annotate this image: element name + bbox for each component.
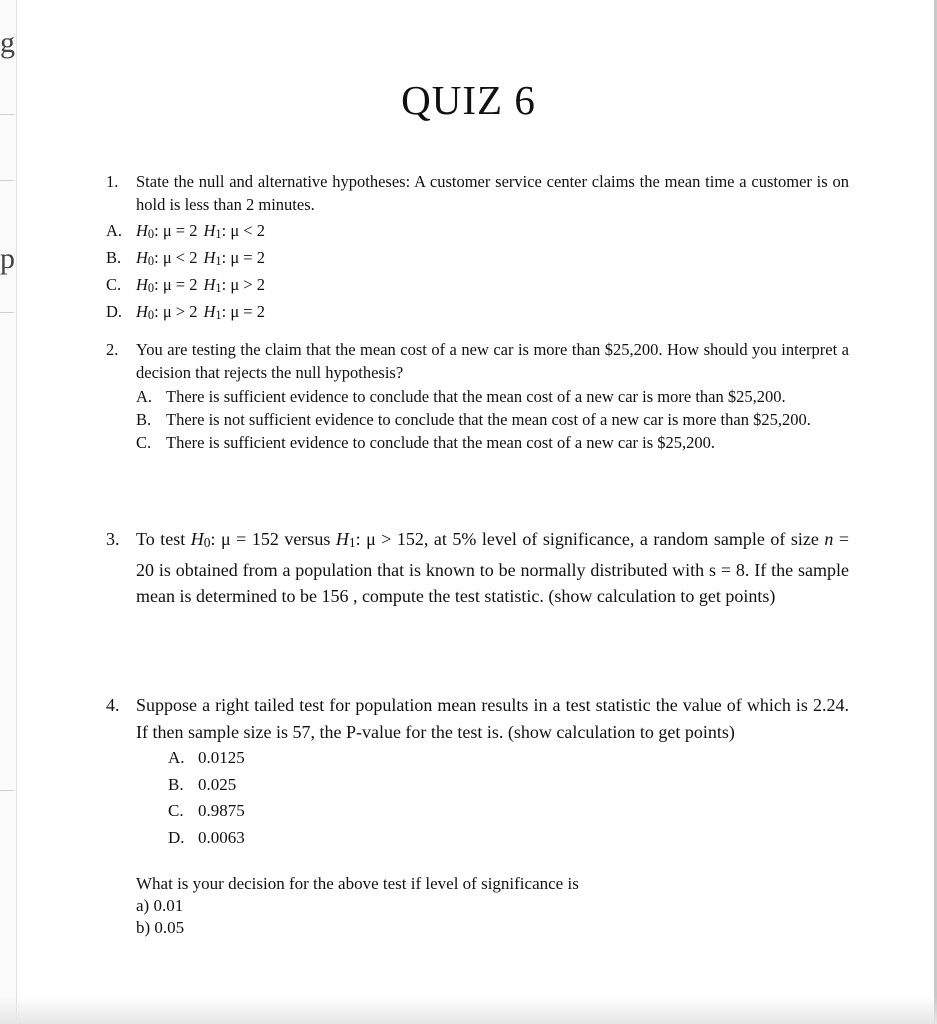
- option-text: 0.0125: [198, 748, 245, 767]
- option-letter: C.: [168, 801, 184, 820]
- question-number: 4.: [106, 695, 120, 715]
- option-h0: μ < 2: [162, 247, 198, 267]
- option-a[interactable]: [168, 745, 849, 772]
- option-a[interactable]: [136, 385, 849, 408]
- option-h0: μ > 2: [162, 301, 198, 321]
- option-h1: μ = 2: [230, 247, 265, 267]
- question-2: [106, 338, 849, 454]
- option-h1: μ < 2: [230, 221, 265, 240]
- option-letter: A.: [106, 221, 123, 240]
- option-text: There is sufficient evidence to conclude that the mean cost of a new car is $25,200.: [166, 433, 716, 452]
- question-3: [106, 526, 849, 610]
- option-text: There is sufficient evidence to conclude that the mean cost of a new car is more than $25,200.: [166, 387, 786, 406]
- question-number: 1.: [106, 172, 119, 191]
- option-letter: C.: [136, 433, 152, 452]
- option-h1: μ > 2: [230, 274, 265, 294]
- option-letter: D.: [106, 301, 123, 321]
- option-b[interactable]: B. H0: μ < 2 H1: μ = 2: [106, 246, 849, 273]
- option-letter: C.: [106, 274, 122, 294]
- option-text: 0.9875: [198, 801, 245, 820]
- option-text: There is not sufficient evidence to conclude that the mean cost of a new car is more than $25,200.: [166, 410, 811, 429]
- option-b[interactable]: [168, 772, 849, 799]
- question-stem: You are testing the claim that the mean cost of a new car is more than $25,200. How should you interpret a decision that rejects the null hypothesis?: [136, 340, 849, 382]
- option-h0: μ = 2: [162, 221, 198, 240]
- option-h0: μ = 2: [162, 274, 198, 294]
- question-number: 3.: [106, 529, 120, 549]
- question-number: 2.: [106, 340, 119, 359]
- option-d[interactable]: [168, 825, 849, 852]
- option-letter: A.: [168, 748, 185, 767]
- followup-question: What is your decision for the above test if level of significance is: [136, 874, 579, 893]
- bottom-shadow: [0, 996, 937, 1024]
- option-c[interactable]: [136, 431, 849, 454]
- option-d[interactable]: D. H0: μ > 2 H1: μ = 2: [106, 300, 849, 327]
- left-edge-strip: [0, 0, 17, 1024]
- option-c[interactable]: C. H0: μ = 2 H1: μ > 2: [106, 273, 849, 300]
- edge-divider: [0, 790, 14, 791]
- option-b[interactable]: [136, 408, 849, 431]
- option-h1: μ = 2: [230, 301, 265, 321]
- option-c[interactable]: [168, 798, 849, 825]
- option-text: 0.025: [198, 774, 237, 794]
- question-stem: To test H0: μ = 152 versus H1: μ > 152, at 5% level of significance, a random sample of size n = 20 is obtained from a population that is known to be normally distributed with s = 8. If the sample mean is determined to be 156 , compute the test statistic. (show calculation to get points): [136, 529, 849, 607]
- edge-glyph-p: p: [0, 242, 15, 275]
- question-1: [106, 170, 849, 326]
- option-letter: B.: [168, 774, 184, 794]
- page-title: QUIZ 6: [401, 77, 536, 123]
- edge-divider: [0, 312, 14, 313]
- option-letter: B.: [136, 410, 152, 429]
- option-letter: D.: [168, 827, 185, 847]
- followup-option-a[interactable]: a) 0.01: [136, 896, 184, 915]
- option-text: 0.0063: [198, 827, 245, 847]
- question-stem: Suppose a right tailed test for population mean results in a test statistic the value of which is 2.24. If then sample size is 57, the P-value for the test is. (show calculation to get points): [136, 695, 849, 742]
- edge-divider: [0, 180, 14, 181]
- edge-glyph-g: g: [0, 26, 15, 59]
- option-a[interactable]: A. H0: μ = 2 H1: μ < 2: [106, 219, 849, 246]
- option-letter: B.: [106, 247, 122, 267]
- question-stem: State the null and alternative hypotheses: A customer service center claims the mean time a customer is on hold is less than 2 minutes.: [136, 172, 849, 214]
- question-4: [106, 692, 849, 939]
- followup-option-b[interactable]: b) 0.05: [136, 918, 185, 937]
- option-letter: A.: [136, 387, 153, 406]
